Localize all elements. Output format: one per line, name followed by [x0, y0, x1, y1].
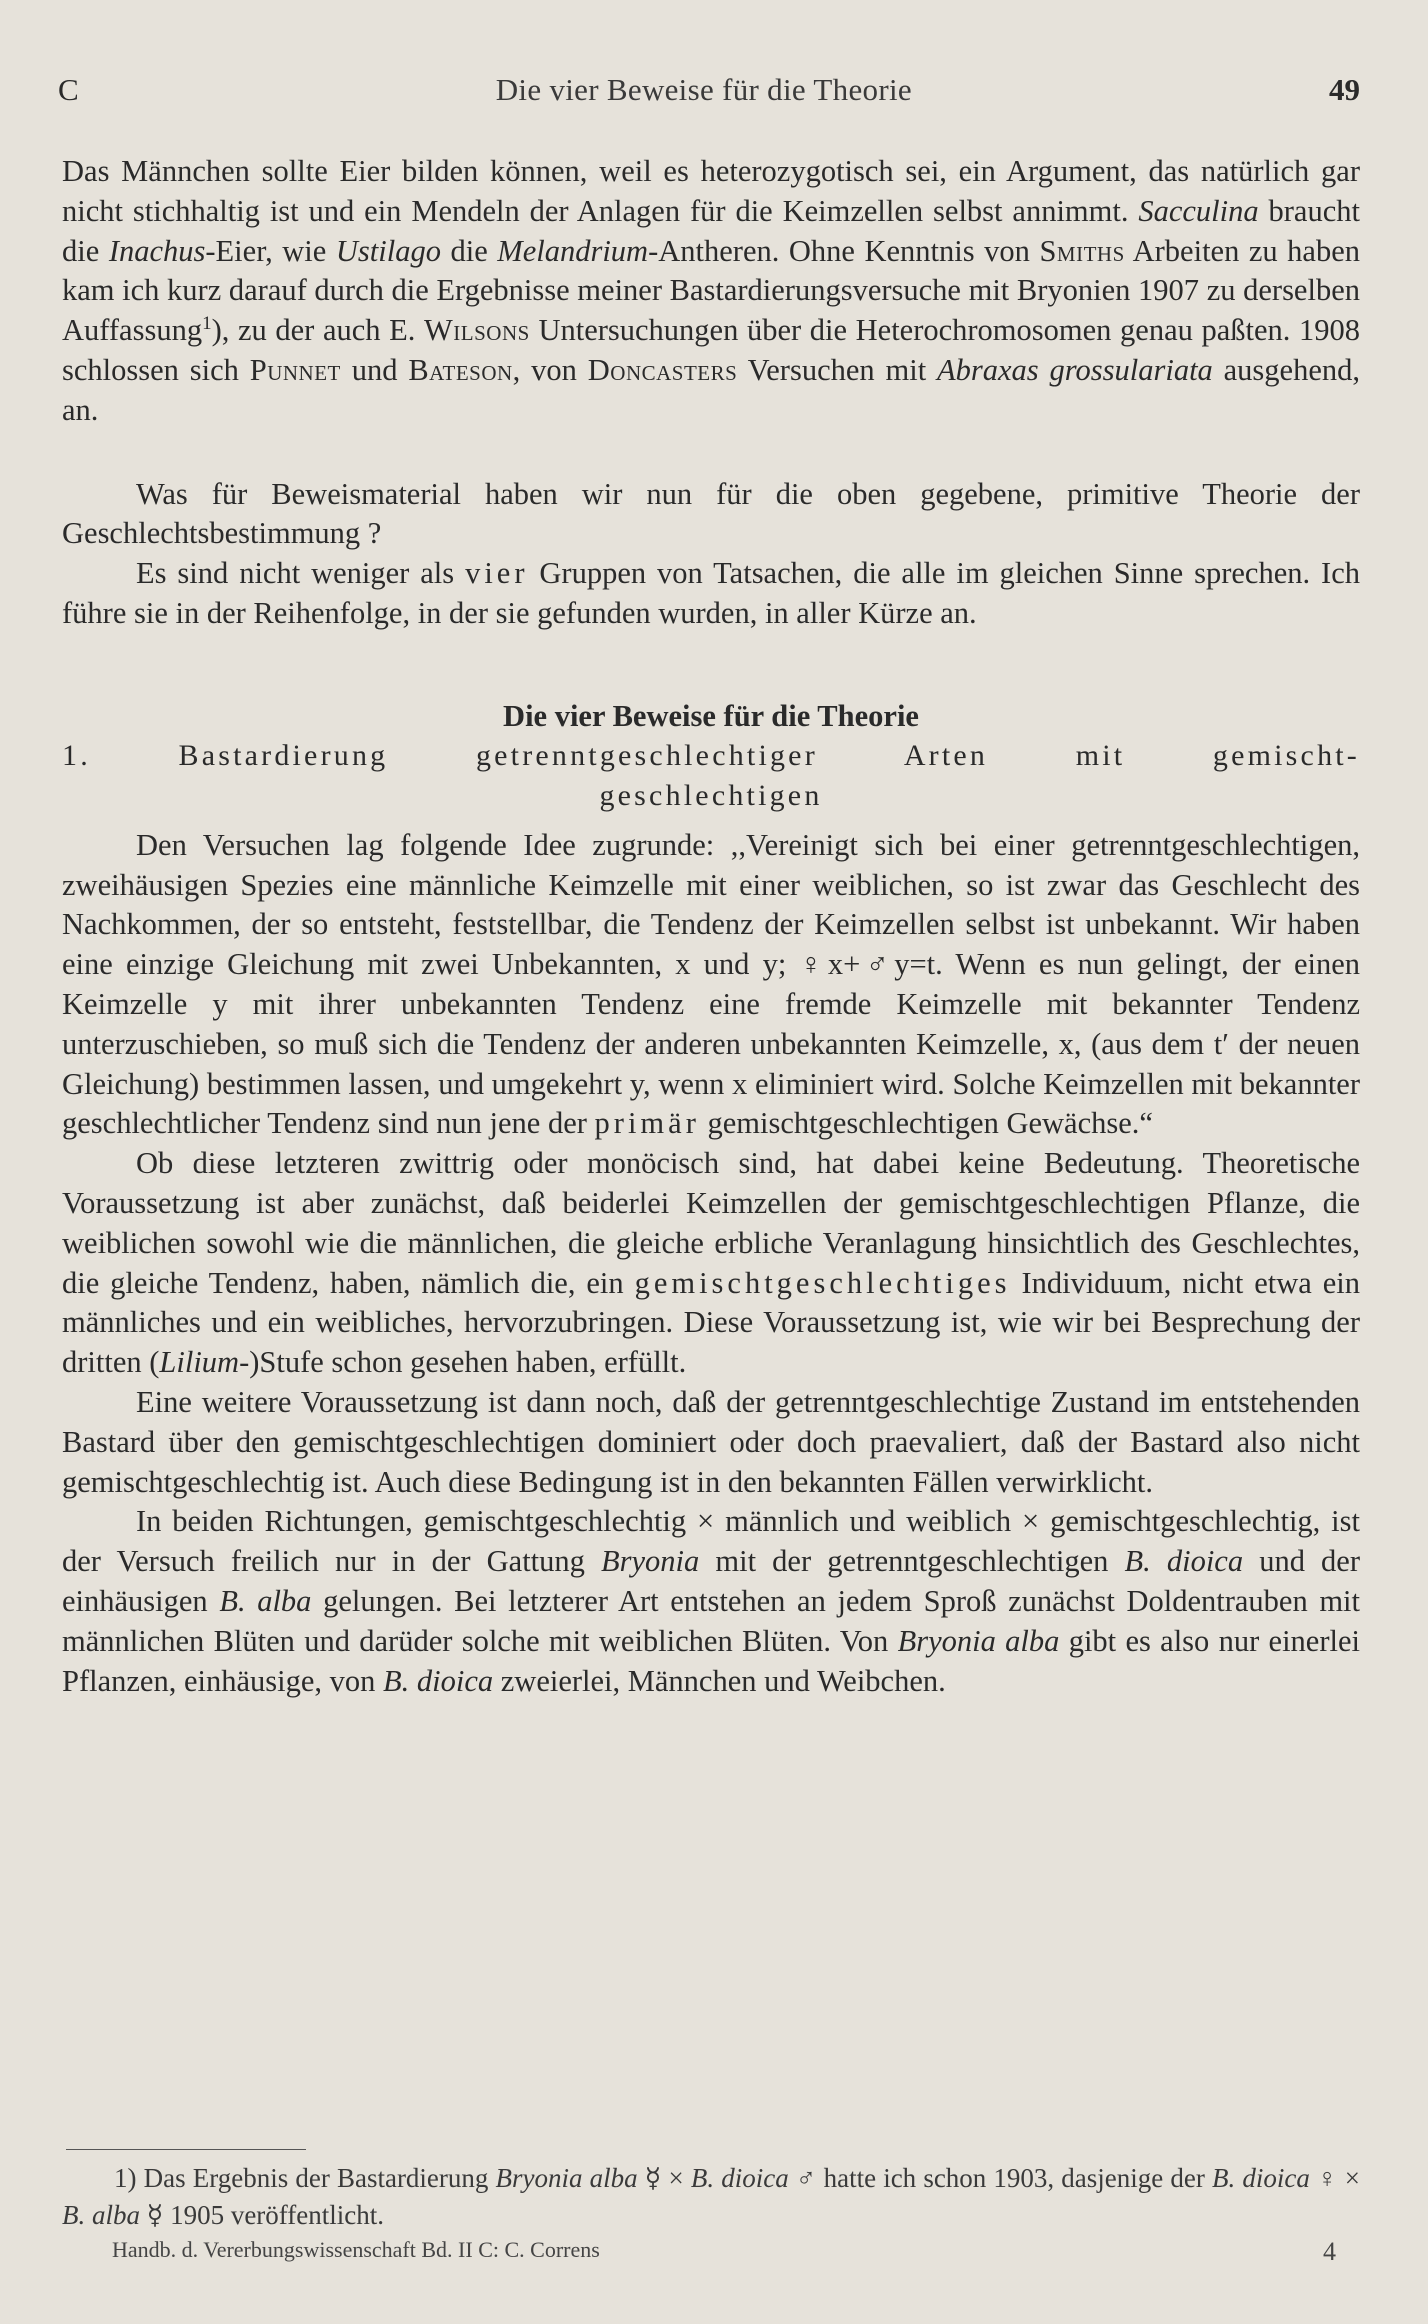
paragraph-1 [62, 152, 1360, 431]
footer-citation: Handb. d. Vererbungswissenschaft Bd. II C: C. Correns [112, 2237, 600, 2262]
text-run: , von [512, 352, 588, 387]
page-footer [112, 2237, 1336, 2267]
text-run: ausgehend, an. [62, 352, 1361, 427]
text-run: und [340, 352, 409, 387]
text-run: Versuchen mit [737, 352, 938, 387]
author-name: Bateson [408, 352, 513, 387]
spaced-text: vier [465, 556, 529, 591]
paragraph-6: Eine weitere Voraussetzung ist dann noch, daß der getrenntgeschlechtige Zustand im entstehenden Bastard über den gemischtgeschlechtigen dominiert oder doch praevaliert, daß der Bastard also nicht gemischtgeschlechtig ist. Auch diese Bedingung ist in den bekannten Fällen verwirklicht. [62, 1384, 1360, 1499]
subheading-line-1: 1. Bastardierung getrenntgeschlechtiger Arten mit gemischt- [62, 738, 1360, 772]
text-run: ), zu der auch E. [211, 313, 425, 348]
text-run: Ob diese letzteren zwittrig oder monöcisch sind, hat dabei keine Bedeutung. Theoretische Voraussetzung ist aber zunächst, daß beiderlei Keimzellen der gemischtgeschlechtigen Pflanze, die weiblichen sowohl wie die männlichen, die gleiche erbliche Veranlagung hinsichtlich des Geschlechtes, die gleiche Tendenz, haben, nämlich die, ein [62, 1146, 1360, 1300]
paragraph-2: Was für Beweismaterial haben wir nun für die oben gegebene, primitive Theorie der Geschlechtsbestimmung ? [62, 476, 1360, 551]
taxon-name: Bryonia [601, 1544, 700, 1579]
text-run: die [440, 233, 498, 268]
section-letter: C [58, 72, 79, 107]
paragraph-7 [62, 1502, 1360, 1701]
text-run: Es sind nicht weniger als [136, 556, 466, 591]
text-run: ☿ 1905 veröffentlicht. [140, 2200, 385, 2230]
taxon-name: B. dioica [383, 1663, 494, 1698]
spaced-text: primär [594, 1106, 700, 1141]
taxon-name: B. dioica [1124, 1544, 1244, 1579]
running-title: Die vier Beweise für die Theorie [495, 72, 912, 107]
footnote [62, 2160, 1360, 2234]
taxon-name: B. alba [219, 1583, 312, 1618]
text-run: )Stufe schon gesehen haben, erfüllt. [249, 1345, 687, 1380]
paragraph-4 [62, 826, 1360, 1144]
text-run: ♀ × [1309, 2163, 1360, 2193]
taxon-name: Abraxas grossulariata [937, 352, 1213, 387]
footnote-ref: 1 [202, 313, 212, 335]
subheading [62, 736, 1360, 816]
author-name: Punnet [249, 352, 341, 387]
footnote-rule [66, 2149, 306, 2150]
text-run: Individuum, nicht etwa ein männliches und ein weibliches, hervorzubringen. Diese Voraussetzung ist, wie wir bei Besprechung der dritten ( [62, 1265, 1360, 1380]
taxon-name: Bryonia alba [897, 1623, 1060, 1658]
paragraph-3 [62, 554, 1360, 634]
text-run: 1) Das Ergebnis der Bastardierung [114, 2163, 496, 2193]
page-number: 49 [1328, 72, 1360, 107]
taxon-name: B. dioica [1212, 2163, 1310, 2193]
text-run: zweierlei, Männchen und Weibchen. [493, 1663, 946, 1698]
text-run: Das Männchen sollte Eier bilden können, weil es heterozygotisch sei, ein Argument, das natürlich gar nicht stichhaltig ist und ein Mendeln der Anlagen für die Keimzellen selbst annimmt. [62, 154, 1360, 228]
text-run: mit der getrenntgeschlechtigen [699, 1544, 1125, 1579]
signature-mark: 4 [1323, 2237, 1336, 2266]
text-run: -Antheren. Ohne Kenntnis von [648, 233, 1040, 268]
text-run: ☿ × [637, 2163, 691, 2193]
taxon-name: Lilium- [159, 1345, 250, 1380]
text-run: In beiden Richtungen, gemischtgeschlechtig × männlich und weiblich × gemischtgeschlechtig, ist der Versuch freilich nur in der Gattung [62, 1504, 1360, 1579]
taxon-name: B. dioica [690, 2163, 789, 2193]
taxon-name: Melandrium [497, 233, 649, 268]
text-run: gemischtgeschlechtigen Gewächse.“ [699, 1106, 1153, 1141]
taxon-name: Ustilago [335, 233, 441, 268]
taxon-name: B. alba [62, 2200, 140, 2230]
section-heading: Die vier Beweise für die Theorie [503, 698, 919, 733]
text-run: -Eier, wie [205, 233, 336, 268]
author-name: Wilsons [424, 313, 530, 348]
text-run: braucht die [62, 193, 1360, 268]
text-run: gibt es also nur einerlei Pflanzen, einhäusige, von [62, 1623, 1360, 1698]
running-header [58, 72, 1360, 108]
text-run: Arbeiten zu haben kam ich kurz darauf durch die Ergebnisse meiner Bastardierungsversuche mit Bryonien 1907 zu derselben Auffassung [62, 233, 1361, 348]
text-run: ♂ hatte ich schon 1903, dasjenige der [788, 2163, 1213, 2193]
subheading-line-2: geschlechtigen [599, 778, 823, 812]
text-run: Gruppen von Tatsachen, die alle im gleichen Sinne sprechen. Ich führe sie in der Reihenfolge, in der sie gefunden wurden, in aller Kürze an. [62, 556, 1360, 630]
text-run: Den Versuchen lag folgende Idee zugrunde: ,,Vereinigt sich bei einer getrenntgeschlechtigen, zweihäusigen Spezies eine männliche Keimzelle mit einer weiblichen, so ist zwar das Geschlecht des Nachkommen, der so entsteht, feststellbar, die Tendenz der Keimzellen selbst ist unbekannt. Wir haben eine einzige Gleichung mit zwei Unbekannten, x und y; ♀x+♂y=t. Wenn es nun gelingt, der einen Keimzelle y mit ihrer unbekannten Tendenz eine fremde Keimzelle mit bekannter Tendenz unterzuschieben, so muß sich die Tendenz der anderen unbekannten Keimzelle, x, (aus dem t′ der neuen Gleichung) bestimmen lassen, und umgekehrt y, wenn x eliminiert wird. Solche Keimzellen mit bekannter geschlechtlicher Tendenz sind nun jene der [62, 827, 1360, 1141]
paragraph-5 [62, 1144, 1360, 1383]
text-run: gelungen. Bei letzterer Art entstehen an jedem Sproß zunächst Doldentrauben mit männlichen Blüten und darüder solche mit weiblichen Blüten. Von [62, 1583, 1360, 1658]
author-name: Doncasters [587, 352, 738, 387]
author-name: Smiths [1039, 233, 1125, 268]
taxon-name: Sacculina [1138, 193, 1259, 228]
spaced-text: gemischtgeschlechtiges [634, 1265, 1011, 1300]
text-run: Untersuchungen über die Heterochromosomen genau paßten. 1908 schlossen sich [62, 313, 1361, 387]
body-text [62, 152, 1360, 1701]
text-run: und der einhäusigen [62, 1544, 1360, 1618]
taxon-name: Bryonia alba [495, 2163, 638, 2193]
taxon-name: Inachus [108, 233, 206, 268]
